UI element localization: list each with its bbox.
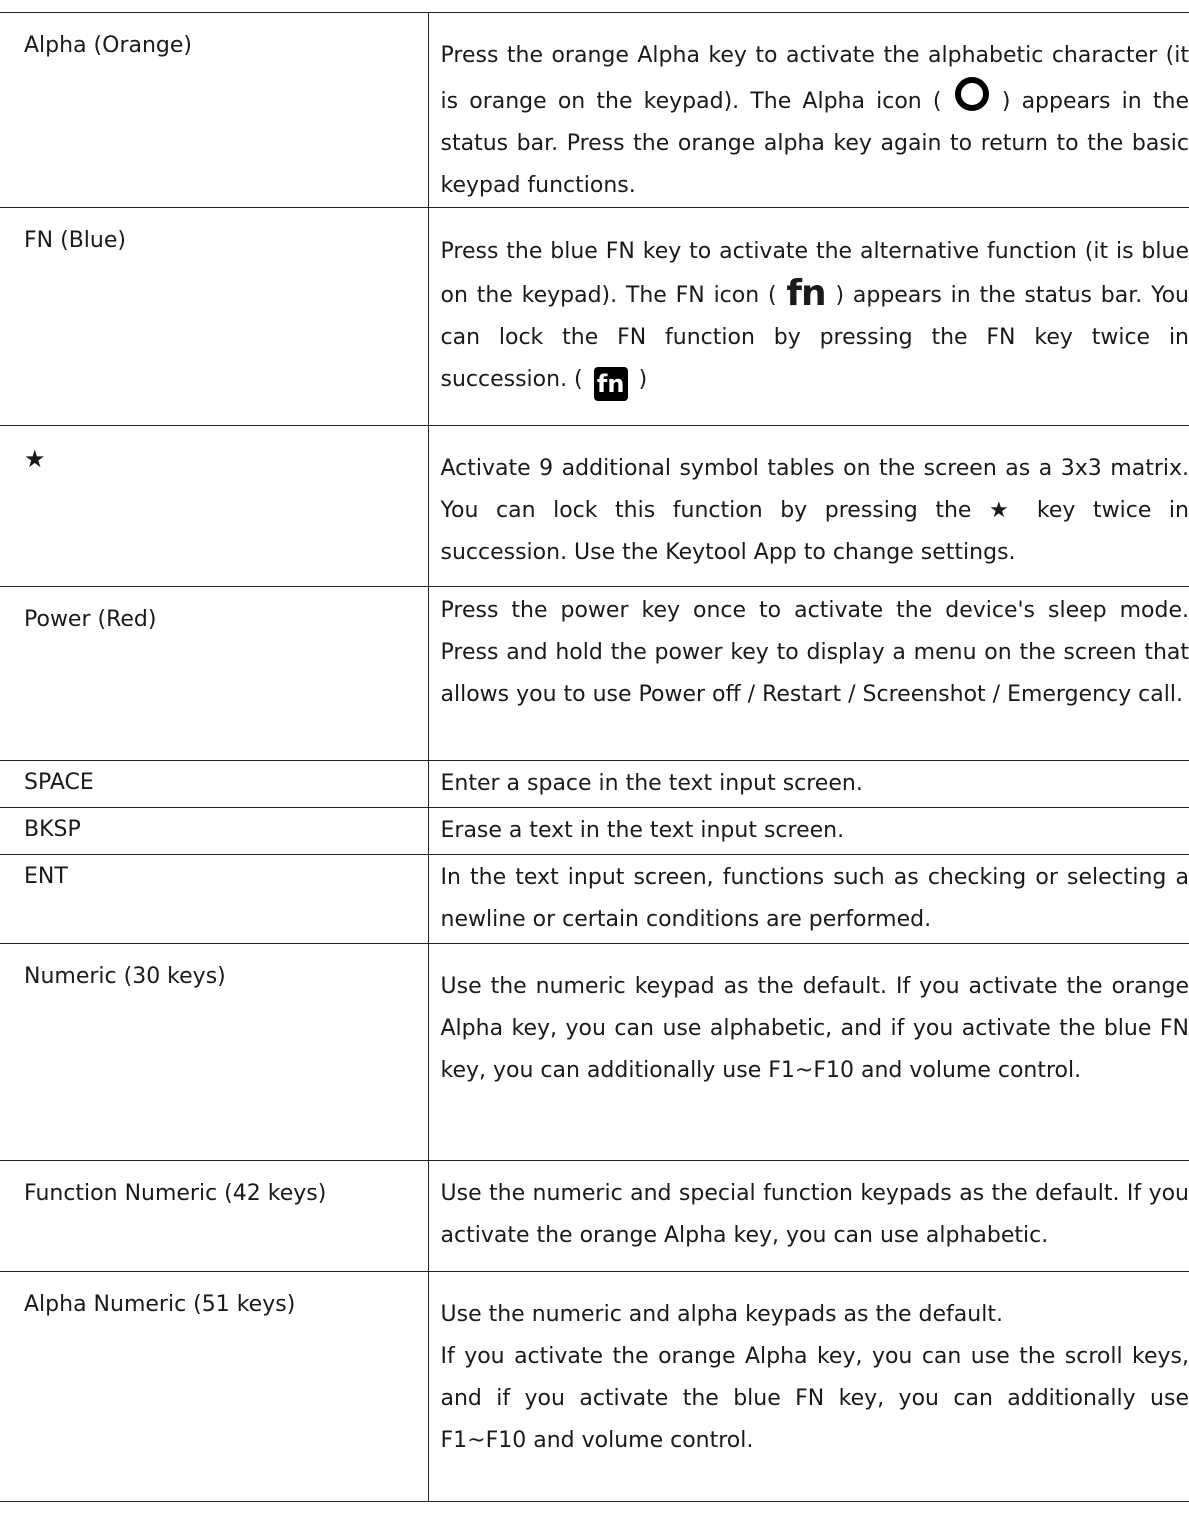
table-row <box>0 855 1189 944</box>
key-name: Numeric (30 keys) <box>0 944 428 1161</box>
key-description: Press the blue FN key to activate the alternative function (it is blue on the keypad). The FN icon ( fn ) appears in the status bar. You can lock the FN function by pressing the FN key twice in succession. ( fn ) <box>428 208 1189 426</box>
table-row <box>0 587 1189 761</box>
table-row <box>0 1272 1189 1502</box>
key-name: SPACE <box>0 761 428 808</box>
key-description: In the text input screen, functions such as checking or selecting a newline or certain conditions are performed. <box>440 865 1189 932</box>
table-row <box>0 208 1189 426</box>
key-name: Alpha Numeric (51 keys) <box>0 1272 428 1502</box>
key-function-table <box>0 12 1189 1502</box>
table-row <box>0 944 1189 1161</box>
table-row <box>0 426 1189 587</box>
star-icon: ★ <box>24 445 46 473</box>
key-description: Enter a space in the text input screen. <box>440 771 863 796</box>
key-name: FN (Blue) <box>0 208 428 426</box>
key-description: Use the numeric and special function keypads as the default. If you activate the orange Alpha key, you can use alphabetic. <box>440 1181 1189 1248</box>
key-description: Activate 9 additional symbol tables on the screen as a 3x3 matrix. You can lock this function by pressing the ★ key twice in succession. Use the Keytool App to change settings. <box>440 456 1189 565</box>
alpha-circle-icon <box>955 77 989 111</box>
key-description: Press the orange Alpha key to activate the alphabetic character (it is orange on the keypad). The Alpha icon ( ) appears in the status bar. Press the orange alpha key again to return to the basic keypad functions. <box>440 43 1189 198</box>
key-description: Use the numeric and alpha keypads as the default. If you activate the orange Alpha key, you can use the scroll keys, and if you activate the blue FN key, you can additionally use F1~F10 and volume control. <box>440 1302 1189 1453</box>
key-description: Press the power key once to activate the device's sleep mode. Press and hold the power key to display a menu on the screen that allows you to use Power off / Restart / Screenshot / Emergency call. <box>440 598 1189 707</box>
fn-lock-icon: fn <box>594 367 628 401</box>
key-name: Alpha (Orange) <box>0 13 428 208</box>
table-row <box>0 761 1189 808</box>
table-row <box>0 808 1189 855</box>
key-description: Erase a text in the text input screen. <box>440 818 845 843</box>
key-name: ENT <box>0 855 428 944</box>
fn-icon: fn <box>786 273 826 314</box>
star-icon: ★ <box>989 498 1020 523</box>
key-description: Use the numeric keypad as the default. If you activate the orange Alpha key, you can use alphabetic, and if you activate the blue FN key, you can additionally use F1~F10 and volume control. <box>440 974 1189 1083</box>
table-row <box>0 13 1189 208</box>
key-name: Power (Red) <box>0 587 428 761</box>
key-name: BKSP <box>0 808 428 855</box>
key-name: Function Numeric (42 keys) <box>0 1161 428 1272</box>
key-name <box>0 426 428 587</box>
table-row <box>0 1161 1189 1272</box>
